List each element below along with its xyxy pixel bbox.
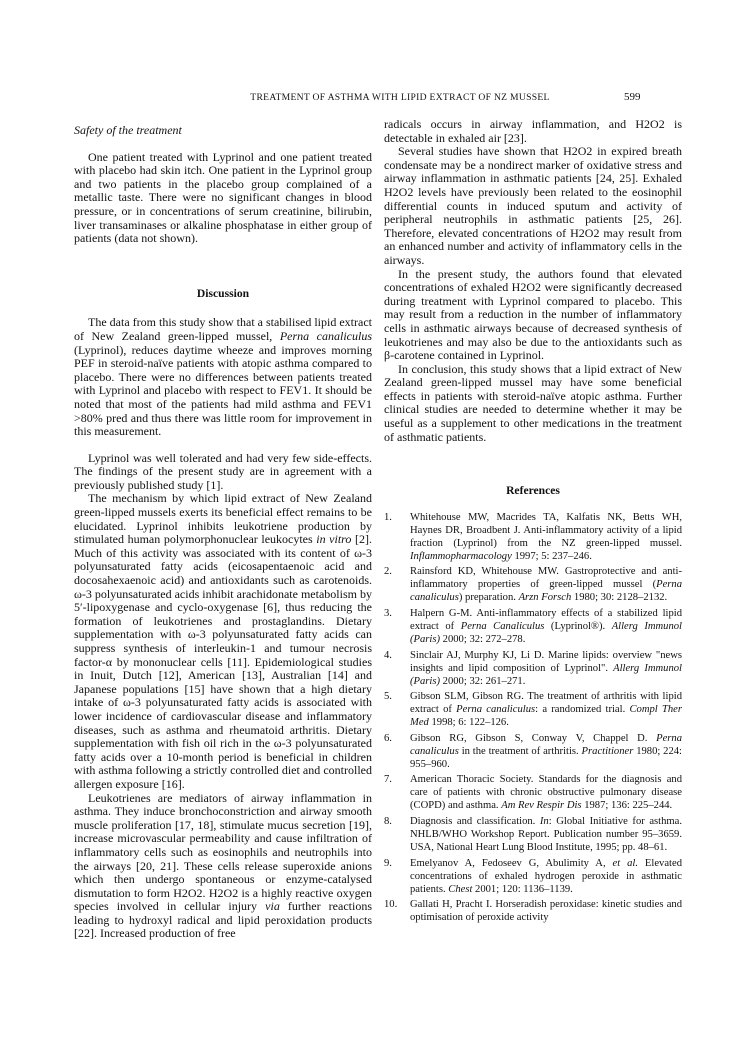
discussion-paragraph-2: Lyprinol was well tolerated and had very few side-effects. The findings of the present study are in agreement with a previously published study [1].: [74, 450, 372, 492]
text-run: [2]. Much of this activity was associated with its content of ω-3 polyunsaturated fatty acids (eicosapentaenoic acid and docosahexaenoic acid) and antioxidants such as carotenoids. ω-3 polyunsaturated acids inhibit arachidonate metabolism by 5′-lipoxygenase and cyclo-oxygenase [6], thus reducing the formation of leukotrienes and prostaglandins. Dietary supplementation with ω-3 polyunsaturated fatty acids can suppress synthesis of interleukin-1 and tumour necrosis factor-α by mononuclear cells [11]. Epidemiological studies in Inuit, Dutch [12], American [13], Australian [14] and Japanese populations [15] have shown that a high dietary intake of ω-3 polyunsaturated fatty acids is associated with lower incidence of cardiovascular disease and inflammatory diseases, such as asthma and rheumatoid arthritis. Dietary supplementation with fish oil rich in the ω-3 polyunsaturated fatty acids over a 10-month period is beneficial in children with asthma following a strictly controlled diet and controlled allergen exposure [16].: [74, 532, 372, 791]
text-run: (Lyprinol), reduces daytime wheeze and improves morning PEF in steroid-naïve patients with atopic asthma compared to placebo. There were no differences between patients treated with Lyprinol and placebo with respect to FEV1. It should be noted that most of the patients had mild asthma and FEV1 >80% pred and thus there was little room for improvement in this measurement.: [74, 342, 372, 439]
text-run: The data from this study show that a stabilised lipid extract of New Zealand green-lipped mussel,: [74, 315, 372, 343]
reference-text: Whitehouse MW, Macrides TA, Kalfatis NK, Betts WH, Haynes DR, Broadbent J. Anti-inflammatory activity of a lipid fraction (Lyprinol) from the NZ green-lipped mussel. Inflammopharmacology 1997; 5: 237–246.: [410, 511, 682, 562]
reference-item: [384, 815, 682, 854]
reference-number: 1.: [384, 511, 392, 523]
reference-text: Halpern G-M. Anti-inflammatory effects of a stabilized lipid extract of Perna Canaliculus (Lyprinol®). Allerg Immunol (Paris) 2000; 32: 272–278.: [410, 608, 682, 646]
reference-text: Rainsford KD, Whitehouse MW. Gastroprotective and anti-inflammatory properties of green-lipped mussel (Perna canaliculus) preparation. Arzn Forsch 1980; 30: 2128–2132.: [410, 566, 682, 604]
text-run: further reactions leading to hydroxyl radical and lipid peroxidation products [22]. Increased production of free: [74, 899, 372, 941]
reference-number: 8.: [384, 816, 392, 827]
discussion-paragraph-5: radicals occurs in airway inflammation, and H2O2 is detectable in exhaled air [23].: [384, 117, 682, 145]
reference-number: 2.: [384, 566, 392, 578]
discussion-paragraph-6: Several studies have shown that H2O2 in expired breath condensate may be a nondirect marker of oxidative stress and airway inflammation in asthmatic patients [24, 25]. Exhaled H2O2 levels have previously been related to the eosinophil differential counts in induced sputum and activity of peripheral neutrophils in asthmatic patients [25, 26]. Therefore, elevated concentrations of H2O2 may result from an enhanced number and activity of inflammatory cells in the airways.: [384, 144, 682, 267]
reference-item: [384, 857, 682, 896]
italic-run: Perna canaliculus: [279, 328, 372, 343]
reference-number: 4.: [384, 649, 392, 661]
reference-list: [384, 511, 682, 924]
right-column: [384, 118, 682, 927]
left-column: [74, 118, 372, 941]
safety-heading: Safety of the treatment: [74, 123, 182, 137]
reference-text: Emelyanov A, Fedoseev G, Abulimity A, et al. Elevated concentrations of exhaled hydrogen peroxide in asthmatic patients. Chest 2001; 120: 1136–1139.: [410, 857, 682, 895]
discussion-paragraph-3: [74, 492, 372, 791]
reference-item: [384, 898, 682, 924]
reference-number: 6.: [384, 732, 392, 744]
text-run: Leukotrienes are mediators of airway inflammation in asthma. They induce bronchoconstriction and airway smooth muscle proliferation [17, 18], stimulate mucus secretion [19], increase microvascular permeability and cause infiltration of inflammatory cells such as eosinophils and neutrophils into the airways [20, 21]. These cells release superoxide anions which then undergo spontaneous or enzyme-catalysed dismutation to form H2O2. H2O2 is a highly reactive oxygen species involved in cellular injury: [74, 790, 372, 914]
reference-item: [384, 511, 682, 563]
discussion-heading: Discussion: [196, 286, 250, 300]
reference-number: 7.: [384, 774, 392, 786]
reference-number: 5.: [384, 691, 392, 703]
reference-text: American Thoracic Society. Standards for the diagnosis and care of patients with chronic obstructive pulmonary disease (COPD) and asthma. Am Rev Respir Dis 1987; 136: 225–244.: [410, 774, 682, 812]
text-run: The mechanism by which lipid extract of New Zealand green-lipped mussels exerts its beneficial effect remains to be elucidated. Lyprinol inhibits leukotriene production by stimulated human polymorphonuclear leukocytes: [74, 491, 372, 547]
running-title: TREATMENT OF ASTHMA WITH LIPID EXTRACT OF NZ MUSSEL: [250, 92, 550, 103]
reference-item: [384, 607, 682, 646]
reference-item: [384, 565, 682, 604]
reference-item: [384, 773, 682, 812]
reference-text: Diagnosis and classification. In: Global Initiative for asthma. NHLB/WHO Workshop Report. Publication number 95–3659. USA, National Heart Lung Blood Institute, 1995; pp. 48–61.: [410, 816, 683, 853]
reference-item: [384, 690, 682, 729]
reference-text: Gallati H, Pracht I. Horseradish peroxidase: kinetic studies and optimisation of peroxide activity: [410, 899, 682, 924]
page-number: 599: [624, 91, 641, 103]
discussion-paragraph-4: [74, 792, 372, 942]
italic-run: via: [265, 899, 280, 914]
references-heading: References: [506, 484, 560, 498]
reference-number: 3.: [384, 608, 392, 620]
reference-item: [384, 732, 682, 771]
discussion-paragraph-7: In the present study, the authors found that elevated concentrations of exhaled H2O2 were significantly decreased during treatment with Lyprinol compared to placebo. This may result from a reduction in the number of inflammatory cells in asthmatic airways because of decreased synthesis of leukotrienes and may also be due to the antioxidants such as β-carotene contained in Lyprinol.: [384, 266, 682, 363]
reference-item: [384, 649, 682, 688]
reference-number: 10.: [384, 899, 398, 911]
reference-text: Gibson SLM, Gibson RG. The treatment of arthritis with lipid extract of Perna canaliculus: a randomized trial. Compl Ther Med 1998; 6: 122–126.: [410, 691, 682, 729]
reference-text: Sinclair AJ, Murphy KJ, Li D. Marine lipids: overview "news insights and lipid composition of Lyprinol". Allerg Immunol (Paris) 2000; 32: 261–271.: [410, 649, 682, 687]
reference-number: 9.: [384, 857, 392, 869]
conclusion-paragraph: In conclusion, this study shows that a lipid extract of New Zealand green-lipped mussel may have some beneficial effects in patients with steroid-naïve atopic asthma. Further clinical studies are needed to determine whether it may be useful as a supplement to other medications in the treatment of asthmatic patients.: [384, 361, 682, 444]
safety-paragraph: One patient treated with Lyprinol and one patient treated with placebo had skin itch. One patient in the Lyprinol group and two patients in the placebo group complained of a metallic taste. There were no significant changes in blood pressure, or in concentrations of serum creatinine, bilirubin, liver transaminases or alkaline phosphatase in either group of patients (data not shown).: [74, 149, 372, 246]
italic-run: in vitro: [316, 532, 352, 547]
reference-text: Gibson RG, Gibson S, Conway V, Chappel D. Perna canaliculus in the treatment of arthritis. Practitioner 1980; 224: 955–960.: [410, 732, 683, 770]
discussion-paragraph-1: [74, 316, 372, 438]
